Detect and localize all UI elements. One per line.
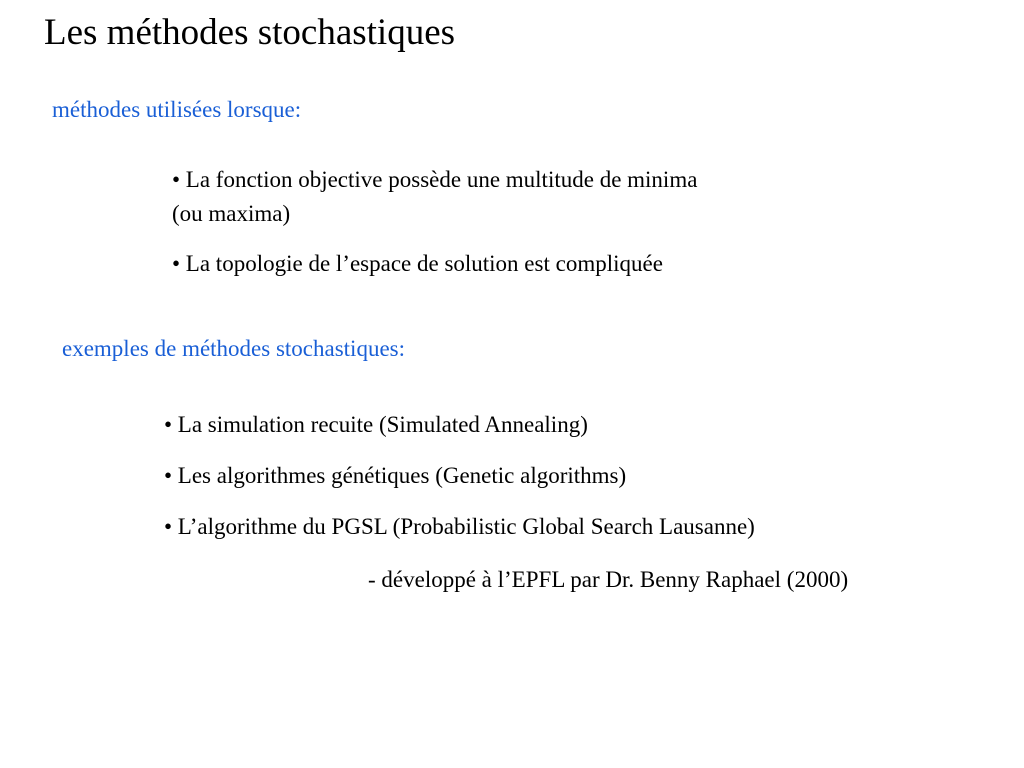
bullet-item-topology: • La topologie de l’espace de solution est compliquée: [172, 251, 663, 276]
pgsl-note: - développé à l’EPFL par Dr. Benny Raphael (2000): [368, 567, 849, 592]
bullet-item-multiple-minima: [172, 163, 697, 231]
bullet-item-genetic-algorithms: • Les algorithmes génétiques (Genetic algorithms): [164, 463, 627, 488]
bullet-line: • La fonction objective possède une multitude de minima: [172, 167, 698, 192]
bullet-line-continuation: (ou maxima): [172, 201, 291, 226]
section-heading-examples: exemples de méthodes stochastiques:: [62, 336, 406, 361]
bullet-item-simulated-annealing: • La simulation recuite (Simulated Annealing): [164, 412, 588, 437]
slide-title: Les méthodes stochastiques: [44, 12, 456, 53]
bullet-item-pgsl: • L’algorithme du PGSL (Probabilistic Global Search Lausanne): [164, 514, 755, 539]
section-heading-usage: méthodes utilisées lorsque:: [52, 97, 302, 122]
